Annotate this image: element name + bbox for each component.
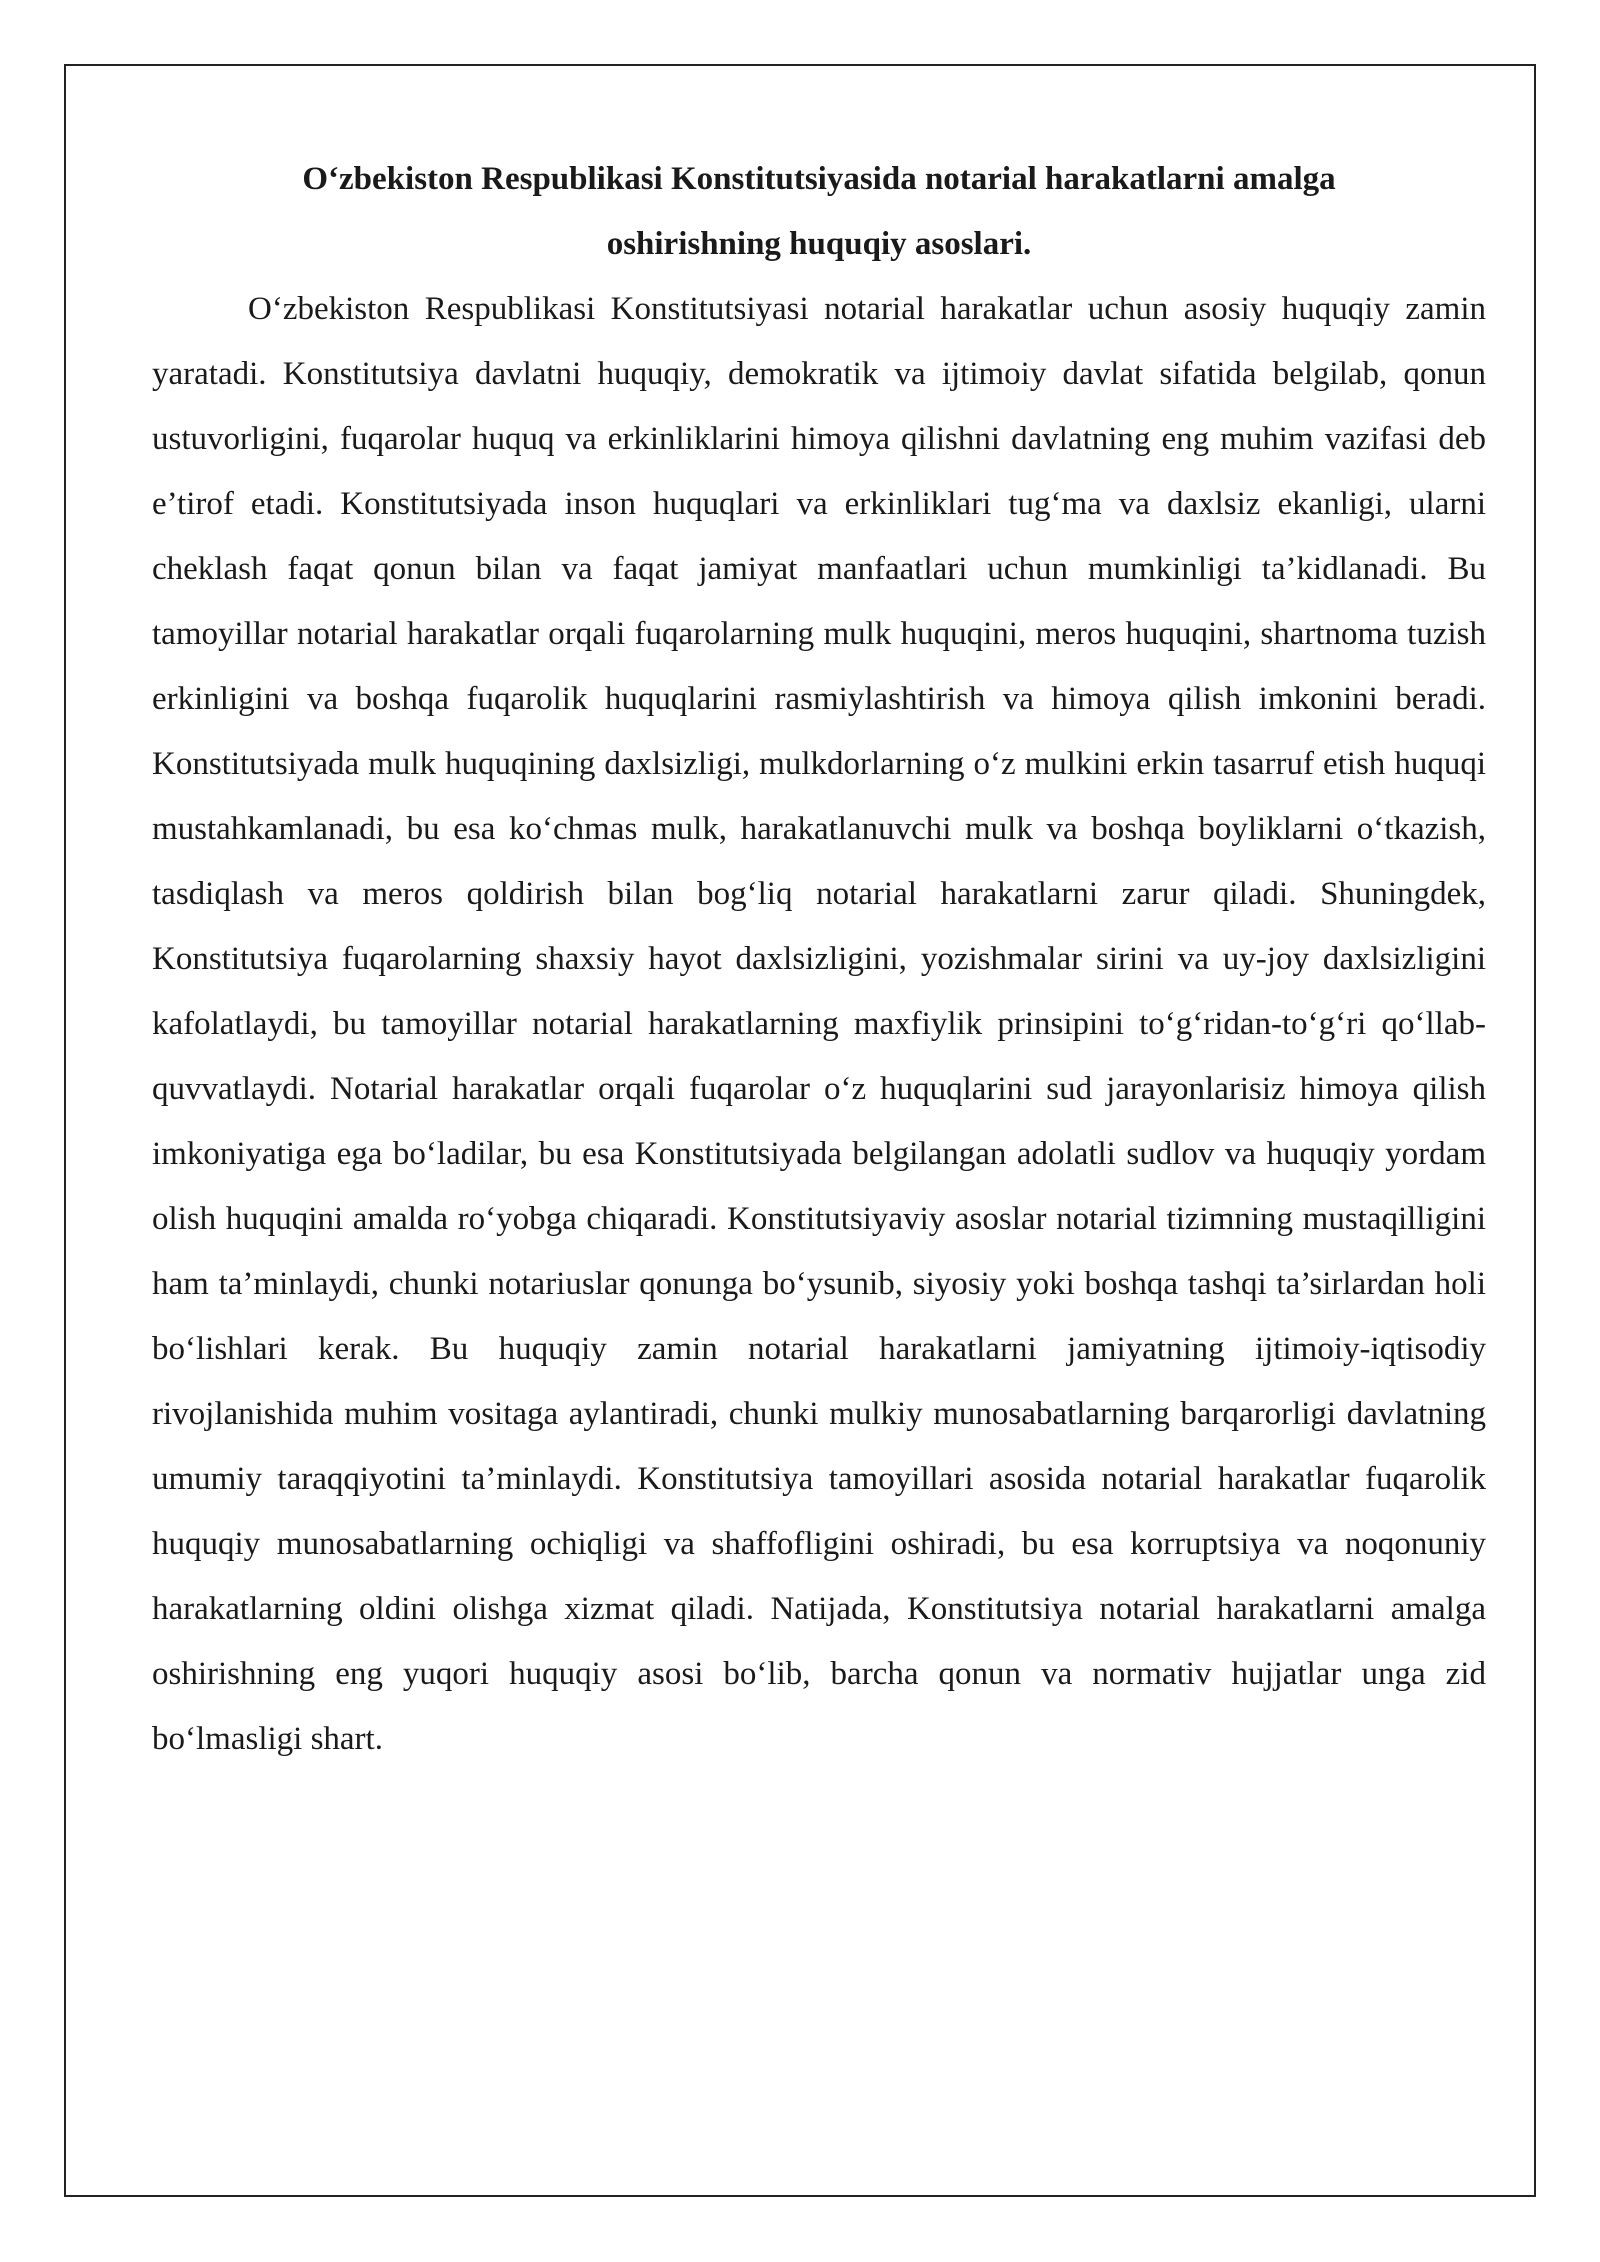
document-paragraph: O‘zbekiston Respublikasi Konstitutsiyasi notarial harakatlar uchun asosiy huquqiy zamin yaratadi. Konstitutsiya davlatni huquqiy, demokratik va ijtimoiy davlat sifatida belgilab, qonun ustuvorligini, fuqarolar huquq va erkinliklarini himoya qilishni davlatning eng muhim vazifasi deb e’tirof etadi. Konstitutsiyada inson huquqlari va erkinliklari tug‘ma va daxlsiz ekanligi, ularni cheklash faqat qonun bilan va faqat jamiyat manfaatlari uchun mumkinligi ta’kidlanadi. Bu tamoyillar notarial harakatlar orqali fuqarolarning mulk huquqini, meros huquqini, shartnoma tuzish erkinligini va boshqa fuqarolik huquqlarini rasmiylashtirish va himoya qilish imkonini beradi. Konstitutsiyada mulk huquqining daxlsizligi, mulkdorlarning o‘z mulkini erkin tasarruf etish huquqi mustahkamlanadi, bu esa ko‘chmas mulk, harakatlanuvchi mulk va boshqa boyliklarni o‘tkazish, tasdiqlash va meros qoldirish bilan bog‘liq notarial harakatlarni zarur qiladi. Shuningdek, Konstitutsiya fuqarolarning shaxsiy hayot daxlsizligini, yozishmalar sirini va uy-joy daxlsizligini kafolatlaydi, bu tamoyillar notarial harakatlarning maxfiylik prinsipini to‘g‘ridan-to‘g‘ri qo‘llab-quvvatlaydi. Notarial harakatlar orqali fuqarolar o‘z huquqlarini sud jarayonlarisiz himoya qilish imkoniyatiga ega bo‘ladilar, bu esa Konstitutsiyada belgilangan adolatli sudlov va huquqiy yordam olish huquqini amalda ro‘yobga chiqaradi. Konstitutsiyaviy asoslar notarial tizimning mustaqilligini ham ta’minlaydi, chunki notariuslar qonunga bo‘ysunib, siyosiy yoki boshqa tashqi ta’sirlardan holi bo‘lishlari kerak. Bu huquqiy zamin notarial harakatlarni jamiyatning ijtimoiy-iqtisodiy rivojlanishida muhim vositaga aylantiradi, chunki mulkiy munosabatlarning barqarorligi davlatning umumiy taraqqiyotini ta’minlaydi. Konstitutsiya tamoyillari asosida notarial harakatlar fuqarolik huquqiy munosabatlarning ochiqligi va shaffofligini oshiradi, bu esa korruptsiya va noqonuniy harakatlarning oldini olishga xizmat qiladi. Natijada, Konstitutsiya notarial harakatlarni amalga oshirishning eng yuqori huquqiy asosi bo‘lib, barcha qonun va normativ hujjatlar unga zid bo‘lmasligi shart. (152, 291, 1486, 1757)
document-content (152, 147, 1486, 1772)
document-title: O‘zbekiston Respublikasi Konstitutsiyasida notarial harakatlarni amalga oshirishning huquqiy asoslari. (302, 161, 1336, 262)
